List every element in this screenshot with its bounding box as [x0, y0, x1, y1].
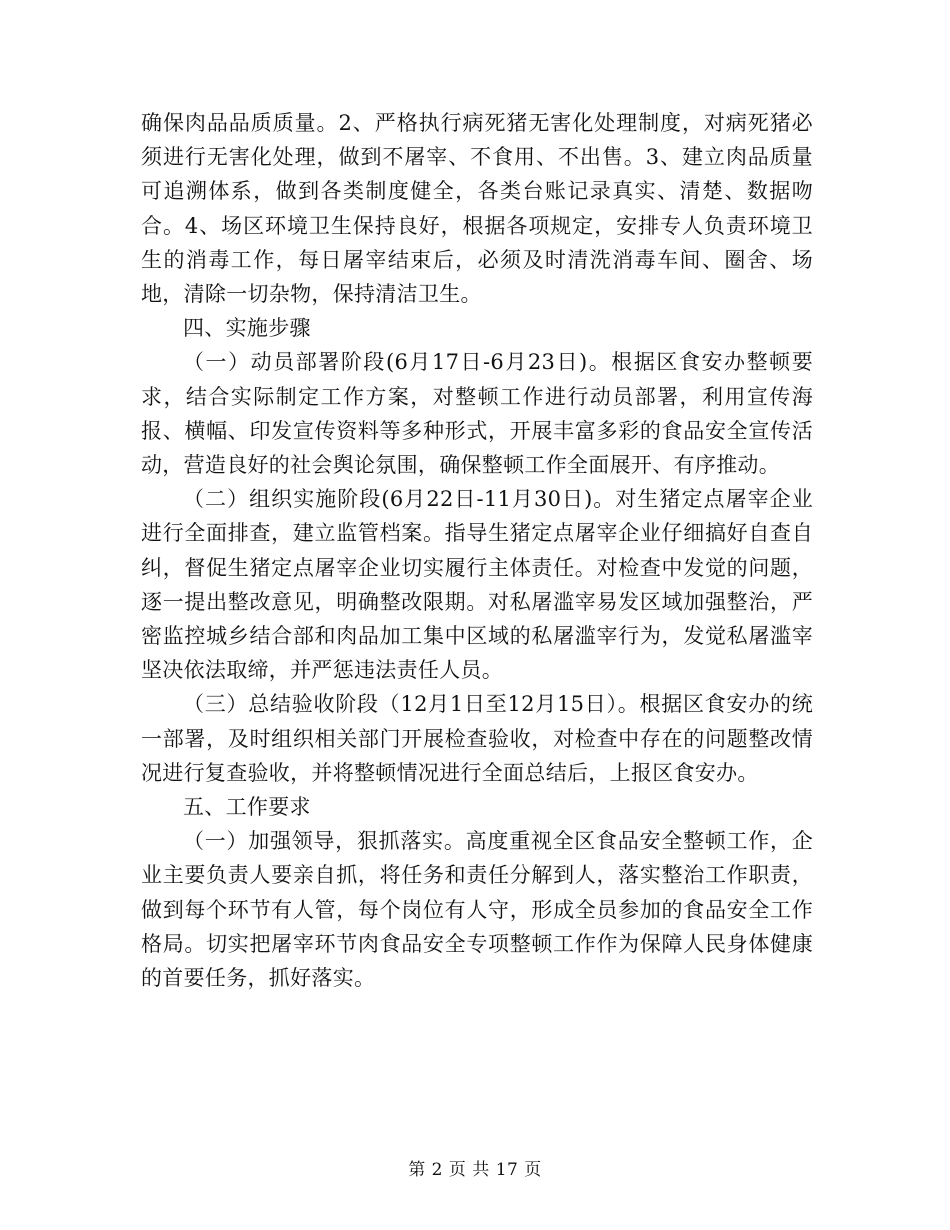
paragraph-implementation-stage: （二）组织实施阶段(6月22日-11月30日)。对生猪定点屠宰企业进行全面排查，建立监管档案。指导生猪定点屠宰企业仔细搞好自查自纠，督促生猪定点屠宰企业切实履行主体责任。对检查中发觉的问题，逐一提出整改意见，明确整改限期。对私屠滥宰易发区域加强整治，严密监控城乡结合部和肉品加工集中区域的私屠滥宰行为，发觉私屠滥宰坚决依法取缔，并严惩违法责任人员。 [141, 487, 813, 683]
document-body [141, 106, 813, 995]
section-heading-work-requirements: 五、工作要求 [183, 795, 311, 820]
page-number-footer: 第 2 页 共 17 页 [408, 1160, 542, 1180]
paragraph-quality-measures: 确保肉品品质质量。2、严格执行病死猪无害化处理制度，对病死猪必须进行无害化处理，做到不屠宰、不食用、不出售。3、建立肉品质量可追溯体系，做到各类制度健全，各类台账记录真实、清楚、数据吻合。4、场区环境卫生保持良好，根据各项规定，安排专人负责环境卫生的消毒工作，每日屠宰结束后，必须及时清洗消毒车间、圈舍、场地，清除一切杂物，保持清洁卫生。 [141, 111, 813, 307]
paragraph-mobilization-stage: （一）动员部署阶段(6月17日-6月23日)。根据区食安办整顿要求，结合实际制定工作方案，对整顿工作进行动员部署，利用宣传海报、横幅、印发宣传资料等多种形式，开展丰富多彩的食品安全宣传活动，营造良好的社会舆论氛围，确保整顿工作全面展开、有序推动。 [141, 350, 813, 478]
paragraph-acceptance-stage: （三）总结验收阶段（12月1日至12月15日）。根据区食安办的统一部署，及时组织相关部门开展检查验收，对检查中存在的问题整改情况进行复查验收，并将整顿情况进行全面总结后，上报区食安办。 [141, 692, 813, 785]
section-heading-implementation-steps: 四、实施步骤 [183, 316, 311, 341]
paragraph-leadership-requirement: （一）加强领导，狠抓落实。高度重视全区食品安全整顿工作，企业主要负责人要亲自抓，将任务和责任分解到人，落实整治工作职责，做到每个环节有人管，每个岗位有人守，形成全员参加的食品安全工作格局。切实把屠宰环节肉食品安全专项整顿工作作为保障人民身体健康的首要任务，抓好落实。 [141, 829, 813, 991]
